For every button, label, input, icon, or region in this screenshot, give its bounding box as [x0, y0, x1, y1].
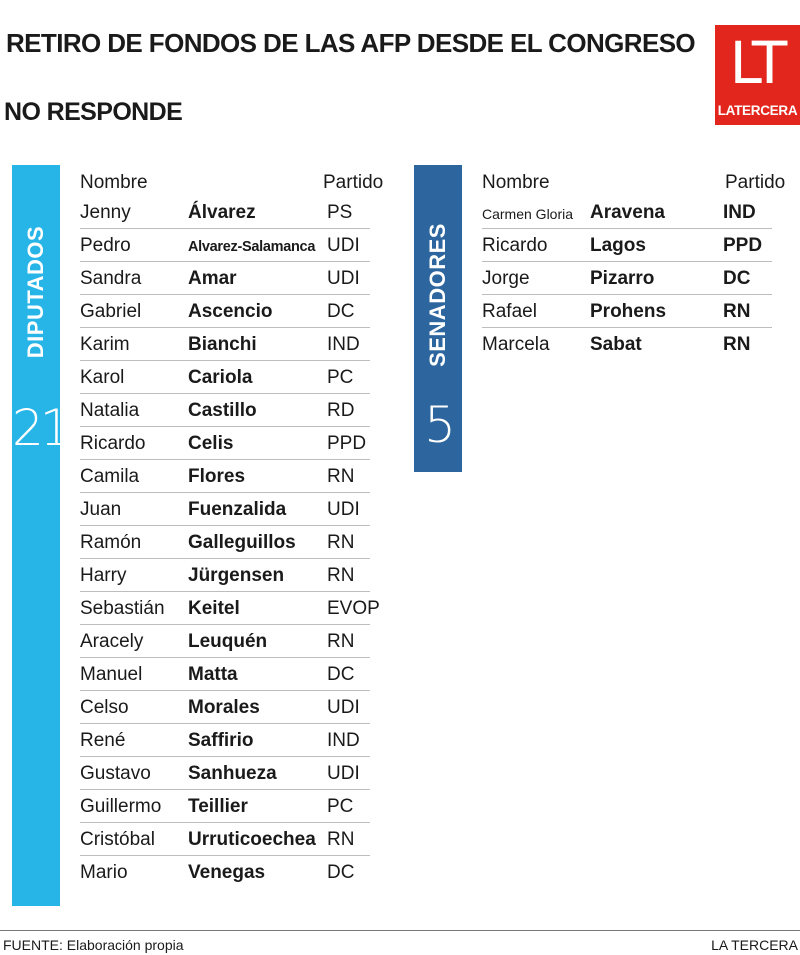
first-name: Celso	[80, 697, 129, 718]
table-row	[80, 757, 370, 790]
last-name: Bianchi	[188, 334, 257, 355]
last-name: Pizarro	[590, 268, 655, 289]
last-name: Morales	[188, 697, 260, 718]
footer-source: FUENTE: Elaboración propia	[3, 937, 184, 953]
party: RN	[723, 334, 751, 355]
senadores-table	[482, 168, 786, 360]
table-row	[80, 790, 370, 823]
first-name: Ricardo	[80, 433, 146, 454]
party: DC	[723, 268, 751, 289]
table-row	[80, 625, 370, 658]
last-name: Ascencio	[188, 301, 273, 322]
party: RN	[327, 532, 355, 553]
first-name: Rafael	[482, 301, 537, 322]
party: PS	[327, 202, 353, 223]
party: DC	[327, 664, 355, 685]
first-name: Carmen Gloria	[482, 206, 574, 222]
first-name: Mario	[80, 862, 128, 883]
table-row	[80, 658, 370, 691]
first-name: Juan	[80, 499, 122, 520]
table-row	[80, 394, 370, 427]
party: UDI	[327, 235, 360, 256]
table-row	[80, 856, 370, 888]
logo-mark: LT	[729, 29, 786, 97]
last-name: Jürgensen	[188, 565, 285, 586]
party: PPD	[723, 235, 763, 256]
first-name: Karim	[80, 334, 130, 355]
diputados-band	[12, 165, 68, 906]
last-name: Fuenzalida	[188, 499, 287, 520]
party: RN	[327, 565, 355, 586]
party: UDI	[327, 499, 360, 520]
party: IND	[327, 730, 360, 751]
last-name: Sabat	[590, 334, 642, 355]
la-tercera-logo	[715, 25, 800, 125]
first-name: Gustavo	[80, 763, 151, 784]
diputados-table	[80, 168, 384, 888]
first-name: Harry	[80, 565, 127, 586]
party: DC	[327, 301, 355, 322]
logo-name: LATERCERA	[717, 103, 798, 118]
last-name: Celis	[188, 433, 234, 454]
first-name: Marcela	[482, 334, 550, 355]
first-name: Jenny	[80, 202, 131, 223]
party: UDI	[327, 268, 360, 289]
senadores-band	[414, 165, 462, 472]
page-title: RETIRO DE FONDOS DE LAS AFP DESDE EL CONGRESO	[6, 28, 696, 58]
table-row	[80, 295, 370, 328]
table-row	[80, 493, 370, 526]
last-name: Teillier	[188, 796, 248, 817]
table-row	[482, 229, 772, 262]
party: IND	[723, 202, 756, 223]
diputados-count: 21	[12, 399, 68, 457]
last-name: Amar	[188, 268, 237, 289]
header-name: Nombre	[482, 172, 550, 193]
table-row	[80, 196, 370, 229]
last-name: Saffirio	[188, 730, 254, 751]
table-row	[80, 559, 370, 592]
first-name: Jorge	[482, 268, 530, 289]
party: IND	[327, 334, 360, 355]
first-name: Guillermo	[80, 796, 162, 817]
last-name: Castillo	[188, 400, 257, 421]
last-name: Alvarez-Salamanca	[188, 239, 316, 255]
table-row	[80, 823, 370, 856]
diputados-table-header	[80, 168, 384, 196]
table-row	[80, 460, 370, 493]
last-name: Aravena	[590, 202, 665, 223]
table-row	[80, 229, 370, 262]
senadores-count: 5	[424, 396, 452, 454]
party: DC	[327, 862, 355, 883]
table-row	[80, 328, 370, 361]
party: EVOP	[327, 598, 380, 619]
table-row	[482, 262, 772, 295]
first-name: Natalia	[80, 400, 140, 421]
first-name: Aracely	[80, 631, 144, 652]
first-name: René	[80, 730, 126, 751]
table-row	[482, 328, 772, 360]
diputados-label: DIPUTADOS	[23, 225, 48, 359]
party: RD	[327, 400, 355, 421]
last-name: Urruticoechea	[188, 829, 316, 850]
first-name: Cristóbal	[80, 829, 155, 850]
last-name: Galleguillos	[188, 532, 296, 553]
header-name: Nombre	[80, 172, 148, 193]
last-name: Venegas	[188, 862, 266, 883]
table-row	[80, 526, 370, 559]
first-name: Ricardo	[482, 235, 548, 256]
party: RN	[327, 631, 355, 652]
first-name: Gabriel	[80, 301, 142, 322]
party: PC	[327, 367, 354, 388]
last-name: Keitel	[188, 598, 240, 619]
senadores-table-header	[482, 168, 786, 196]
first-name: Ramón	[80, 532, 142, 553]
footer-brand: LA TERCERA	[711, 937, 798, 953]
first-name: Camila	[80, 466, 140, 487]
header-party: Partido	[725, 172, 786, 193]
last-name: Sanhueza	[188, 763, 277, 784]
table-row	[482, 295, 772, 328]
party: RN	[327, 466, 355, 487]
header-party: Partido	[323, 172, 384, 193]
first-name: Karol	[80, 367, 125, 388]
last-name: Leuquén	[188, 631, 268, 652]
page-subtitle: NO RESPONDE	[4, 98, 183, 126]
party: PC	[327, 796, 354, 817]
party: UDI	[327, 697, 360, 718]
footer-divider	[0, 930, 800, 931]
first-name: Sebastián	[80, 598, 165, 619]
last-name: Álvarez	[188, 202, 256, 223]
party: PPD	[327, 433, 367, 454]
last-name: Prohens	[590, 301, 667, 322]
table-row	[80, 592, 380, 625]
table-row	[80, 262, 370, 295]
table-row	[80, 724, 370, 757]
party: RN	[723, 301, 751, 322]
party: UDI	[327, 763, 360, 784]
last-name: Cariola	[188, 367, 253, 388]
table-row	[80, 361, 370, 394]
table-row	[482, 196, 772, 229]
last-name: Matta	[188, 664, 238, 685]
first-name: Manuel	[80, 664, 143, 685]
table-row	[80, 427, 370, 460]
first-name: Sandra	[80, 268, 142, 289]
last-name: Lagos	[590, 235, 646, 256]
table-row	[80, 691, 370, 724]
first-name: Pedro	[80, 235, 131, 256]
senadores-label: SENADORES	[425, 223, 450, 367]
last-name: Flores	[188, 466, 246, 487]
party: RN	[327, 829, 355, 850]
